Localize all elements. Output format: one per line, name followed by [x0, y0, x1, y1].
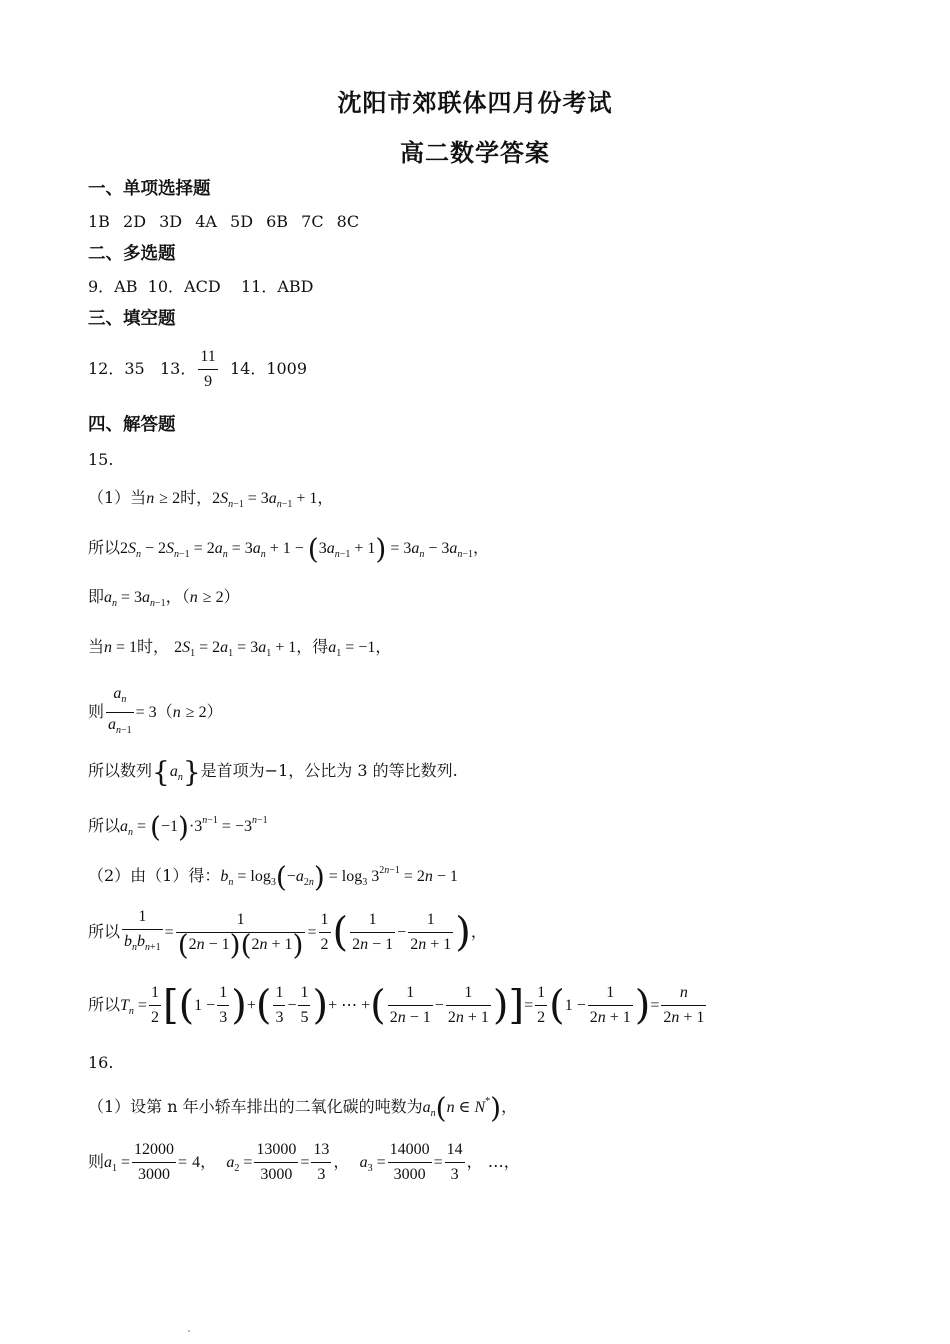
formula: =: [650, 997, 660, 1014]
a3-simplified-numerator: 14: [445, 1140, 465, 1163]
a1-value: 4: [192, 1154, 201, 1171]
formula: $b_n = \log_3(-a_{2n}) = \log_3 3^{2n-1} = 2n - 1$: [220, 860, 458, 894]
formula: =: [300, 1154, 310, 1171]
q13-label: 13．: [160, 359, 197, 378]
q13-fraction: [198, 347, 217, 392]
formula: $a_n(n$ ∈ N*): [422, 1091, 502, 1125]
q14-answer: 14．1009: [229, 359, 308, 378]
formula: ≥ 2: [185, 704, 207, 721]
formula: $\frac{1}{5}$: [300, 984, 309, 1026]
formula: $a_2$ =: [226, 1154, 253, 1174]
formula: (: [178, 982, 195, 1029]
formula: ≥ 2: [159, 490, 181, 507]
formula: $\frac{1}{2}$: [320, 911, 329, 953]
formula: $\frac{1}{2n - 1}$: [352, 911, 394, 953]
q15-so: 所以: [88, 995, 121, 1014]
section-single-choice-title: 一、单项选择题: [88, 179, 211, 199]
exam-subtitle: 高二数学答案: [400, 138, 550, 167]
q15-ji: 即: [88, 587, 105, 606]
formula: $\frac{a_n}{a_{n-1}}$: [108, 685, 132, 736]
formula: ]: [508, 982, 525, 1029]
q15-line-6: [88, 755, 458, 789]
a3-denominator: 3000: [393, 1166, 426, 1183]
formula: $a_n = 3a_{n-1}$: [104, 589, 166, 609]
ellipsis: …: [487, 1152, 504, 1171]
a3-fraction: [388, 1140, 432, 1185]
formula: n = 1: [104, 639, 138, 656]
q16-line-1: （1）设第 n 年小轿车排出的二氧化碳的吨数为$a_n(n$ ∈ N*)，: [88, 1091, 518, 1125]
single-choice-answers: 1B 2D 3D 4A 5D 6B 7C 8C: [88, 212, 360, 231]
formula: $\frac{1}{2n - 1}$: [389, 984, 431, 1026]
formula: n: [189, 589, 198, 606]
q15-number: 15.: [88, 450, 114, 469]
q13-denominator: 9: [204, 373, 213, 390]
formula: $\frac{1}{2n + 1}$: [410, 911, 452, 953]
formula: $\{a_n\}$: [152, 755, 201, 789]
formula: = 3: [135, 704, 157, 721]
q15-seq-text-1: 所以数列: [88, 761, 153, 780]
a3-simplified: [445, 1140, 465, 1185]
section-solutions-title: 四、解答题: [88, 415, 176, 435]
formula: −: [397, 924, 407, 941]
scan-dot: [188, 1330, 190, 1332]
a3-simplified-denominator: 3: [450, 1166, 459, 1183]
formula: (: [332, 909, 349, 956]
formula: =: [307, 924, 317, 941]
formula: $\frac{1}{3}$: [219, 984, 228, 1026]
a2-denominator: 3000: [260, 1166, 293, 1183]
formula: 1 −: [194, 997, 216, 1014]
formula: $2S_{n-1} = 3a_{n-1} + 1$: [212, 490, 318, 510]
q15-ze: 则: [88, 702, 105, 721]
formula: [: [162, 982, 179, 1029]
formula: $2S_n - 2S_{n-1} = 2a_n = 3a_n + 1 - (3a_{n-1} + 1) = 3a_n - 3a_{n-1}$: [120, 532, 474, 566]
formula: =: [433, 1154, 443, 1171]
q15-line-2: 所以$2S_n - 2S_{n-1} = 2a_n = 3a_n + 1 - (3a_{n-1} + 1) = 3a_n - 3a_{n-1}$，: [88, 532, 490, 566]
formula: ): [492, 982, 509, 1029]
q16-ze: 则: [88, 1152, 105, 1171]
q15-line-7: [88, 810, 268, 844]
a1-numerator: 12000: [132, 1140, 176, 1163]
formula: −: [434, 997, 444, 1014]
q15-line-8: [88, 860, 458, 894]
formula: =: [524, 997, 534, 1014]
formula: + ⋯ +: [328, 997, 371, 1014]
q15-p2-prefix: （2）由（1）得：: [88, 866, 221, 885]
q13-numerator: 11: [198, 347, 217, 370]
formula: =: [178, 1154, 188, 1171]
q15-p1-prefix: （1）当: [88, 488, 147, 507]
formula: $\frac{1}{b_nb_{n+1}}$: [124, 908, 161, 953]
a2-fraction: [254, 1140, 298, 1185]
formula: =: [164, 924, 174, 941]
q16-number: 16.: [88, 1053, 114, 1072]
a2-numerator: 13000: [254, 1140, 298, 1163]
formula: (: [549, 982, 565, 1029]
formula: ): [455, 909, 471, 956]
formula: ): [634, 982, 651, 1029]
q15-line-1: （1）当n ≥ 2时，$2S_{n-1} = 3a_{n-1} + 1$，: [88, 488, 334, 510]
formula: $T_n$ =: [120, 997, 147, 1017]
q15-line-5: 则 $\frac{a_n}{a_{n-1}}$ = 3（n ≥ 2）: [88, 684, 223, 741]
a2-simplified: [311, 1140, 331, 1185]
a2-simplified-denominator: 3: [317, 1166, 326, 1183]
formula: ): [312, 982, 329, 1029]
q16-line-2: 则$a_1$ = $\frac{12000}{3000}$ = 4， $a_2$ = $\frac{13000}{3000}$ = $\frac{13}{3}$ ， $a_3$ = $\frac{14000}{3000}$ = $\frac{14}{3}$ ， …，: [88, 1141, 520, 1183]
section-multi-choice-title: 二、多选题: [88, 244, 176, 264]
formula: $\frac{1}{2n + 1}$: [589, 984, 631, 1026]
formula: $\frac{1}{3}$: [275, 984, 284, 1026]
formula: ≥ 2: [202, 589, 224, 606]
q15-p1-when: 时，: [180, 488, 213, 507]
q15-line-10: [88, 983, 708, 1028]
formula: $\frac{n}{2n + 1}$: [663, 984, 705, 1026]
q15-so: 所以: [88, 816, 121, 835]
a1-denominator: 3000: [138, 1166, 171, 1183]
q15-seq-text-2: 是首项为−1，公比为 3 的等比数列.: [200, 761, 458, 780]
formula: $a_1$ =: [104, 1154, 131, 1174]
a3-numerator: 14000: [388, 1140, 432, 1163]
formula: $\frac{1}{(2n - 1)(2n + 1)}$: [177, 910, 304, 962]
q15-dang: 当: [88, 637, 105, 656]
formula: (: [370, 982, 386, 1029]
a1-fraction: [132, 1140, 176, 1185]
formula: $2S_1 = 2a_1 = 3a_1 + 1$: [174, 639, 297, 659]
q15-so: 所以: [88, 922, 121, 941]
formula: $\frac{1}{2}$: [150, 984, 159, 1026]
formula: −: [287, 997, 297, 1014]
multi-choice-answers: 9．AB 10．ACD 11．ABD: [88, 277, 314, 296]
formula: n: [146, 490, 155, 507]
formula: $a_n = (-1)\cdot 3^{n-1} = -3^{n-1}$: [120, 810, 268, 844]
formula: $\frac{1}{2n + 1}$: [447, 984, 489, 1026]
q15-line-9: 所以 $\frac{1}{b_nb_{n+1}}$ = $\frac{1}{(2n - 1)(2n + 1)}$ = $\frac{1}{2}$ ( $\frac{1}{2n - 1}$ − $\frac{1}{2n + 1}$ )，: [88, 908, 487, 962]
q12-answer: 12．35: [88, 359, 145, 378]
formula: 1 −: [564, 997, 586, 1014]
section-fill-blank-title: 三、填空题: [88, 309, 176, 329]
exam-title: 沈阳市郊联体四月份考试: [337, 88, 613, 117]
a2-simplified-numerator: 13: [311, 1140, 331, 1163]
formula: n: [172, 704, 181, 721]
formula: $\frac{1}{2}$: [537, 984, 546, 1026]
q15-so: 所以: [88, 538, 121, 557]
fill-blank-answers: [88, 347, 307, 392]
q15-line-4: 当n = 1时， $2S_1 = 2a_1 = 3a_1 + 1$，得$a_1 = -1$，: [88, 637, 392, 659]
formula: $a_1 = -1$: [328, 639, 376, 659]
formula: +: [246, 997, 256, 1014]
q15-line-3: 即$a_n = 3a_{n-1}$，（n ≥ 2）: [88, 587, 240, 609]
q16-p1-text: （1）设第 n 年小轿车排出的二氧化碳的吨数为: [88, 1097, 423, 1116]
q15-de: 得: [312, 637, 329, 656]
formula: $a_3$ =: [359, 1154, 386, 1174]
formula: ): [231, 982, 247, 1029]
formula: (: [255, 982, 272, 1029]
